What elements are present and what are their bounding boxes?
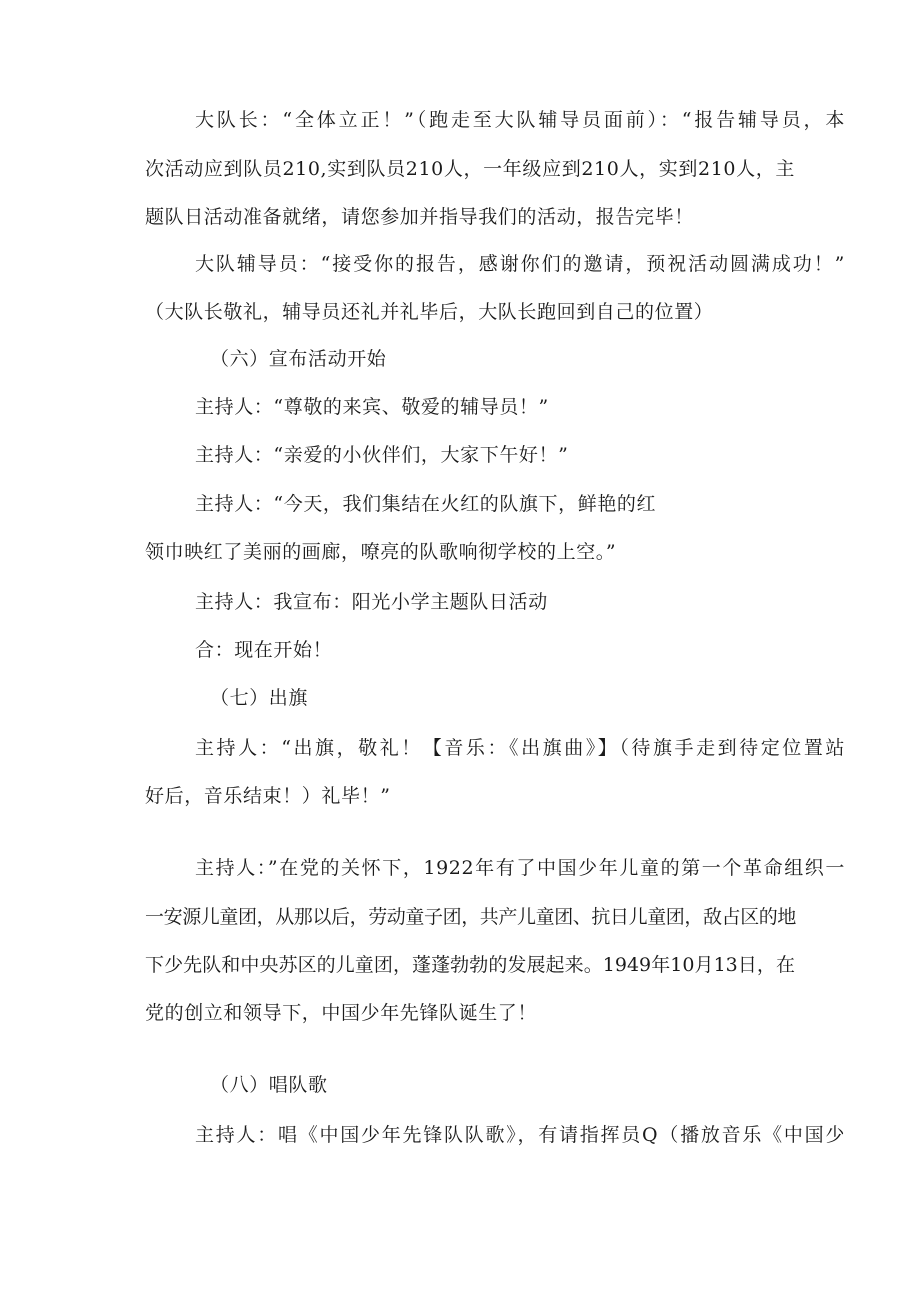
paragraph-line: 党的创立和领导下，中国少年先锋队诞生了！ [145,1002,538,1024]
paragraph-line: （大队长敬礼，辅导员还礼并礼毕后，大队长跑回到自己的位置） [145,301,714,323]
paragraph-line: 主持人：我宣布：阳光小学主题队日活动 [195,591,548,613]
paragraph-line: 次活动应到队员210,实到队员210人，一年级应到210人，实到210人，主 [145,158,795,180]
paragraph-line: 大队辅导员：“接受你的报告，感谢你们的邀请，预祝活动圆满成功！” [195,253,845,275]
section-heading: （八）唱队歌 [210,1074,328,1096]
paragraph-line: 题队日活动准备就绪，请您参加并指导我们的活动，报告完毕！ [145,206,694,228]
paragraph-line: 主持人：”在党的关怀下，1922年有了中国少年儿童的第一个革命组织一 [195,857,845,879]
section-heading: （六）宣布活动开始 [210,348,387,370]
paragraph-line: 主持人：“今天，我们集结在火红的队旗下，鲜艳的红 [195,493,657,515]
paragraph-line: 领巾映红了美丽的画廊，嘹亮的队歌响彻学校的上空。” [145,541,617,563]
paragraph-line: 主持人：“出旗，敬礼！【音乐：《出旗曲》】（待旗手走到待定位置站 [195,737,845,759]
section-heading: （七）出旗 [210,687,309,709]
paragraph-line: 好后，音乐结束！）礼毕！” [145,785,391,807]
paragraph-line: 合：现在开始！ [195,639,333,661]
paragraph-line: 主持人：“尊敬的来宾、敬爱的辅导员！” [195,396,549,418]
paragraph-line: 一安源儿童团，从那以后，劳动童子团，共产儿童团、抗日儿童团，敌占区的地 [145,906,797,928]
paragraph-line: 主持人：“亲爱的小伙伴们，大家下午好！” [195,444,569,466]
paragraph-line: 下少先队和中央苏区的儿童团，蓬蓬勃勃的发展起来。1949年10月13日，在 [145,954,795,976]
paragraph-line: 大队长：“全体立正！”（跑走至大队辅导员面前）：“报告辅导员，本 [195,109,845,131]
paragraph-line: 主持人：唱《中国少年先锋队队歌》，有请指挥员Q（播放音乐《中国少 [195,1124,845,1146]
